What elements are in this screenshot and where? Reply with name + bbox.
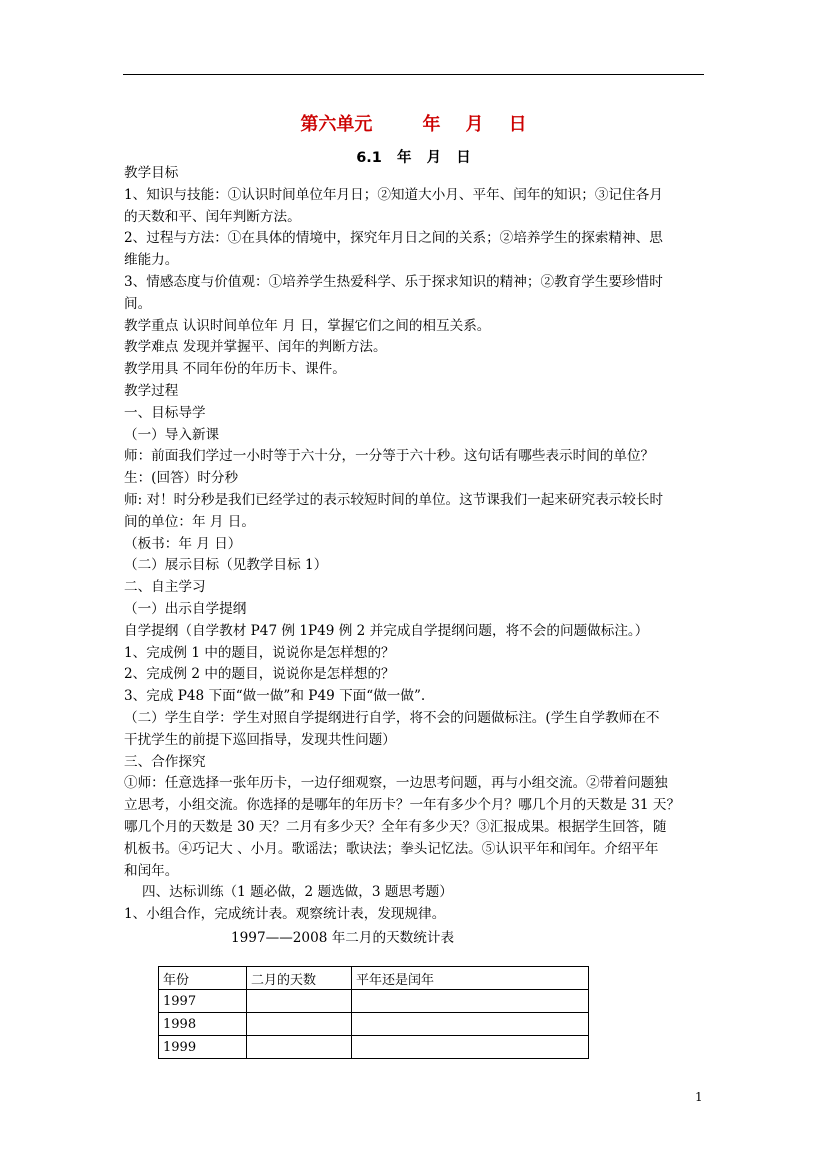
body-line: 师: 对！时分秒是我们已经学过的表示较短时间的单位。这节课我们一起来研究表示较长时	[124, 491, 664, 508]
body-line: 干扰学生的前提下巡回指导，发现共性问题）	[124, 731, 396, 748]
body-line: 哪几个月的天数是 30 天？二月有多少天？全年有多少天？③汇报成果。根据学生回答，随	[124, 818, 667, 835]
body-line: 和闰年。	[124, 862, 179, 879]
body-line: 四、达标训练（1 题必做，2 题选做，3 题思考题）	[142, 884, 453, 901]
body-line: （二）学生自学：学生对照自学提纲进行自学，将不会的问题做标注。(学生自学教师在不	[124, 709, 660, 726]
body-line: （二）展示目标（见教学目标 1）	[124, 557, 328, 574]
feb-days-cell	[247, 990, 352, 1013]
body-line: 一、目标导学	[124, 404, 206, 421]
feb-days-cell	[247, 1036, 352, 1059]
body-line: 三、合作探究	[124, 753, 206, 770]
year-cell: 1999	[159, 1036, 247, 1059]
year-type-cell	[352, 990, 589, 1013]
year-type-cell	[352, 1036, 589, 1059]
year-cell: 1997	[159, 990, 247, 1013]
body-line: 二、自主学习	[124, 579, 206, 596]
body-line: （板书：年 月 日）	[124, 535, 242, 552]
body-line: 教学过程	[124, 382, 179, 399]
body-line: 2、完成例 2 中的题目，说说你是怎样想的？	[124, 666, 395, 683]
body-line: （一）出示自学提纲	[124, 600, 247, 617]
body-line: 生：(回答）时分秒	[124, 470, 239, 487]
body-line: 教学用具 不同年份的年历卡、课件。	[124, 361, 346, 378]
column-header-year-type: 平年还是闰年	[352, 967, 589, 990]
body-line: 教学重点 认识时间单位年 月 日，掌握它们之间的相互关系。	[124, 317, 491, 334]
body-line: 教学目标	[124, 165, 179, 181]
table-row	[159, 1013, 589, 1036]
body-line: 1、知识与技能：①认识时间单位年月日；②知道大小月、平年、闰年的知识；③记住各月	[124, 186, 663, 203]
body-line: 间。	[124, 295, 152, 312]
body-line: 维能力。	[124, 252, 179, 269]
table-row	[159, 1036, 589, 1059]
column-header-feb-days: 二月的天数	[247, 967, 352, 990]
table-row	[159, 990, 589, 1013]
february-days-table	[158, 966, 589, 1059]
body-line: 机板书。④巧记大 、小月。歌谣法；歌诀法；拳头记忆法。⑤认识平年和闰年。介绍平年	[124, 840, 659, 857]
year-type-cell	[352, 1013, 589, 1036]
header-rule	[123, 74, 704, 75]
body-line: 师：前面我们学过一小时等于六十分，一分等于六十秒。这句话有哪些表示时间的单位？	[124, 448, 655, 465]
body-line: 的天数和平、闰年判断方法。	[124, 208, 301, 225]
column-header-year: 年份	[159, 967, 247, 990]
body-line: 间的单位：年 月 日。	[124, 513, 255, 530]
lesson-body	[124, 163, 704, 926]
body-line: 1、完成例 1 中的题目，说说你是怎样想的？	[124, 644, 395, 661]
body-line: 3、情感态度与价值观：①培养学生热爱科学、乐于探求知识的精神；②教育学生要珍惜时	[124, 273, 663, 290]
table-header-row	[159, 967, 589, 990]
year-cell: 1998	[159, 1013, 247, 1036]
body-line: 3、完成 P48 下面“做一做”和 P49 下面“做一做”.	[124, 688, 426, 705]
body-line: 教学难点 发现并掌握平、闰年的判断方法。	[124, 339, 387, 356]
feb-days-cell	[247, 1013, 352, 1036]
table-caption: 1997——2008 年二月的天数统计表	[231, 930, 455, 946]
page-number: 1	[695, 1090, 703, 1104]
body-line: 立思考，小组交流。你选择的是哪年的年历卡？一年有多少个月？哪几个月的天数是 31 天？	[124, 797, 681, 814]
body-line: 2、过程与方法：①在具体的情境中，探究年月日之间的关系；②培养学生的探索精神、思	[124, 230, 663, 247]
body-line: （一）导入新课	[124, 426, 220, 443]
body-line: 自学提纲（自学教材 P47 例 1P49 例 2 并完成自学提纲问题，将不会的问题做标注。）	[124, 622, 649, 639]
section-title: 6.1 年 月 日	[356, 150, 471, 166]
body-line: 1、小组合作，完成统计表。观察统计表，发现规律。	[124, 906, 446, 923]
body-line: ①师：任意选择一张年历卡，一边仔细观察，一边思考问题，再与小组交流。②带着问题独	[124, 775, 668, 792]
page-title: 第六单元 年 月 日	[300, 114, 527, 135]
